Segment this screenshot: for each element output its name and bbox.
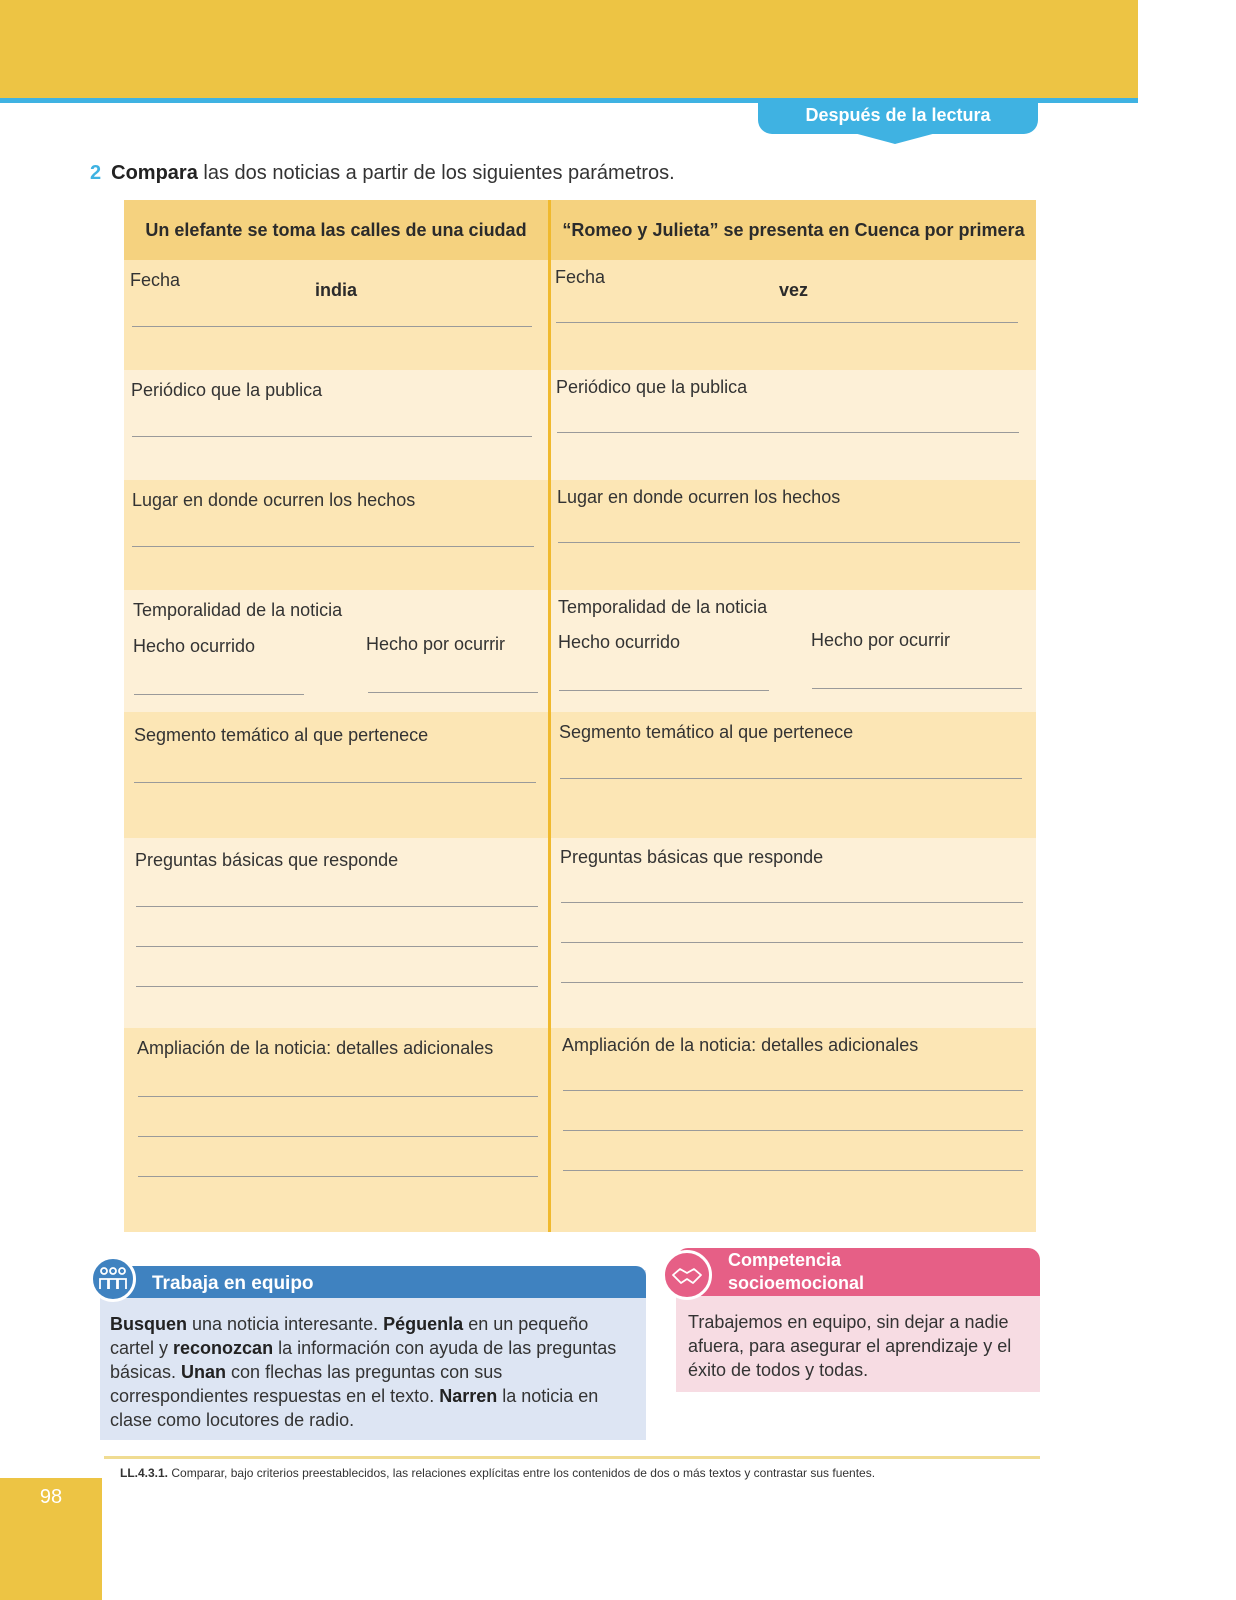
label-temporalidad: Temporalidad de la noticia [133, 600, 343, 620]
team-text-part: en un pequeño cartel y [110, 1314, 589, 1358]
label-fecha: Fecha [130, 270, 181, 290]
competence-title-line1: Competencia [728, 1250, 842, 1270]
label-lugar: Lugar en donde ocurren los hechos [132, 490, 416, 510]
answer-line-hecho-ocurrido[interactable] [559, 690, 769, 691]
label-lugar: Lugar en donde ocurren los hechos [557, 487, 841, 507]
answer-line-ampliacion-3[interactable] [563, 1170, 1023, 1171]
label-fecha: Fecha [555, 267, 606, 287]
footer-divider [104, 1456, 1040, 1459]
team-text-part: la noticia en clase como locutores de radio. [110, 1386, 599, 1430]
column-header-left: Un elefante se toma las calles de una ciudad india [124, 200, 548, 260]
label-hecho-ocurrido: Hecho ocurrido [558, 632, 681, 652]
label-preguntas: Preguntas básicas que responde [135, 850, 399, 870]
skill-description: Comparar, bajo criterios preestablecidos, las relaciones explícitas entre los contenidos de dos o más textos y contrastar sus fuentes. [168, 1466, 876, 1480]
team-work-title: Trabaja en equipo [152, 1273, 314, 1294]
answer-line-ampliacion-2[interactable] [563, 1130, 1023, 1131]
competence-text: Trabajemos en equipo, sin dejar a nadie afuera, para asegurar el aprendizaje y el éxito de todos y todas. [688, 1312, 1012, 1380]
answer-line-fecha[interactable] [132, 326, 532, 327]
team-verb: Busquen [110, 1314, 188, 1334]
answer-line-ampliacion-3[interactable] [138, 1176, 538, 1177]
team-people-icon [90, 1256, 136, 1302]
skill-code: LL.4.3.1. [120, 1466, 169, 1480]
team-verb: reconozcan [173, 1338, 274, 1358]
answer-line-preguntas-2[interactable] [561, 942, 1023, 943]
section-tab-pointer [850, 132, 940, 144]
answer-line-preguntas-2[interactable] [136, 946, 538, 947]
competence-title [728, 1249, 864, 1295]
answer-line-preguntas-3[interactable] [136, 986, 538, 987]
instruction-verb: Compara [111, 162, 198, 184]
answer-line-ampliacion-2[interactable] [138, 1136, 538, 1137]
label-preguntas: Preguntas básicas que responde [560, 847, 824, 867]
column-divider [548, 200, 551, 1232]
answer-line-ampliacion-1[interactable] [138, 1096, 538, 1097]
footer-skill [120, 1466, 875, 1480]
answer-line-preguntas-1[interactable] [136, 906, 538, 907]
section-tab: Después de la lectura [758, 98, 1038, 134]
answer-line-hecho-por-ocurrir[interactable] [812, 688, 1022, 689]
instruction-number: 2 [90, 162, 102, 184]
team-verb: Narren [439, 1386, 498, 1406]
answer-line-preguntas-3[interactable] [561, 982, 1023, 983]
label-ampliacion: Ampliación de la noticia: detalles adicionales [562, 1035, 919, 1055]
team-text-part: la información con ayuda de las preguntas básicas. [110, 1338, 617, 1382]
answer-line-fecha[interactable] [556, 322, 1018, 323]
answer-line-lugar[interactable] [132, 546, 534, 547]
label-hecho-por-ocurrir: Hecho por ocurrir [811, 630, 951, 650]
label-hecho-por-ocurrir: Hecho por ocurrir [366, 634, 506, 654]
label-temporalidad: Temporalidad de la noticia [558, 597, 768, 617]
label-periodico: Periódico que la publica [556, 377, 748, 397]
answer-line-lugar[interactable] [558, 542, 1020, 543]
label-periodico: Periódico que la publica [131, 380, 323, 400]
competence-title-line2: socioemocional [728, 1273, 865, 1293]
comparison-table [124, 200, 1036, 1232]
answer-line-periodico[interactable] [557, 432, 1019, 433]
team-text-part: con flechas las preguntas con sus correspondientes respuestas en el texto. [110, 1362, 503, 1406]
answer-line-hecho-ocurrido[interactable] [134, 694, 304, 695]
answer-line-preguntas-1[interactable] [561, 902, 1023, 903]
team-verb: Unan [181, 1362, 227, 1382]
top-banner [0, 0, 1138, 100]
label-segmento: Segmento temático al que pertenece [134, 725, 429, 745]
answer-line-ampliacion-1[interactable] [563, 1090, 1023, 1091]
page-number: 98 [39, 1486, 63, 1508]
answer-line-periodico[interactable] [132, 436, 532, 437]
label-ampliacion: Ampliación de la noticia: detalles adicionales [137, 1038, 494, 1058]
answer-line-segmento[interactable] [134, 782, 536, 783]
instruction [90, 162, 675, 185]
answer-line-hecho-por-ocurrir[interactable] [368, 692, 538, 693]
label-segmento: Segmento temático al que pertenece [559, 722, 854, 742]
answer-line-segmento[interactable] [560, 778, 1022, 779]
team-verb: Péguenla [383, 1314, 464, 1334]
handshake-icon [662, 1250, 712, 1300]
team-work-text [110, 1312, 630, 1432]
column-header-right: “Romeo y Julieta” se presenta en Cuenca por primera vez [551, 200, 1036, 260]
team-text-part: una noticia interesante. [187, 1314, 384, 1334]
label-hecho-ocurrido: Hecho ocurrido [133, 636, 256, 656]
instruction-text: las dos noticias a partir de los siguientes parámetros. [203, 162, 675, 184]
